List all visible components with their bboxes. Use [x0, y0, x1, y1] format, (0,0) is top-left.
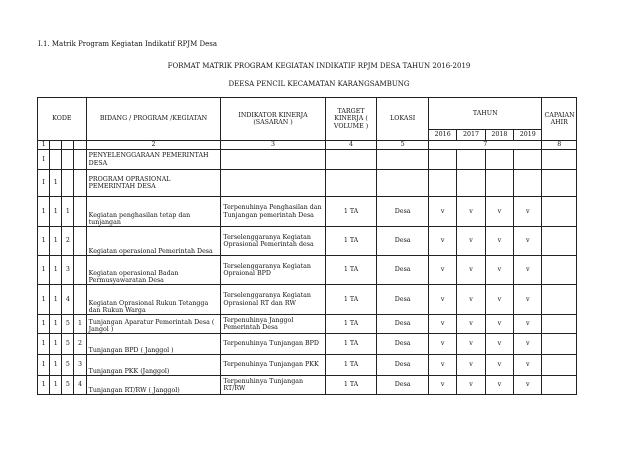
- lokasi-cell: Desa: [377, 355, 429, 376]
- year-check-cell: v: [514, 315, 542, 334]
- year-check-cell: v: [429, 334, 457, 355]
- kode-cell: I: [38, 150, 50, 170]
- lokasi-cell: Desa: [377, 285, 429, 315]
- capaian-cell: [542, 334, 577, 355]
- kode-cell: 1: [38, 197, 50, 227]
- year-check-cell: v: [429, 376, 457, 395]
- kode-cell: [50, 150, 62, 170]
- kode-cell: 5: [62, 376, 74, 395]
- table-row: [38, 227, 577, 256]
- lokasi-cell: Desa: [377, 315, 429, 334]
- table-row: [38, 355, 577, 376]
- lokasi-cell: Desa: [377, 227, 429, 256]
- lokasi-cell: [377, 150, 429, 170]
- bidang-cell: Tunjangan PKK (Janggol): [86, 355, 221, 376]
- bidang-cell: Kegiatan penghasilan tetap dan tunjangan: [86, 197, 221, 227]
- capaian-cell: [542, 170, 577, 197]
- year-check-cell: v: [485, 227, 513, 256]
- lokasi-cell: Desa: [377, 334, 429, 355]
- column-number-row: [38, 141, 577, 150]
- header-year: 2016: [429, 130, 457, 141]
- indikator-cell: [221, 150, 325, 170]
- header-tahun: TAHUN: [429, 98, 542, 130]
- kode-cell: [74, 256, 86, 285]
- bidang-cell: PROGRAM OPRASIONAL PEMERINTAH DESA: [86, 170, 221, 197]
- year-check-cell: v: [485, 355, 513, 376]
- bidang-cell: Tunjangan RT/RW ( Janggol): [86, 376, 221, 395]
- kode-cell: 1: [38, 256, 50, 285]
- year-check-cell: [485, 150, 513, 170]
- header-capaian: CAPAIAN AHIR: [542, 98, 577, 141]
- kode-cell: 1: [38, 315, 50, 334]
- indikator-cell: Terselenggaranya Kegiatan Opraional BPD: [221, 256, 325, 285]
- table-row: [38, 285, 577, 315]
- kode-cell: [62, 170, 74, 197]
- table-row: [38, 150, 577, 170]
- header-year: 2018: [485, 130, 513, 141]
- header-target: TARGET KINERJA ( VOLUME ): [325, 98, 377, 141]
- kode-cell: 1: [50, 227, 62, 256]
- year-check-cell: v: [485, 285, 513, 315]
- column-number: 7: [429, 141, 542, 150]
- kode-cell: [74, 150, 86, 170]
- indikator-cell: Terpenuhinya Janggol Pemerintah Desa: [221, 315, 325, 334]
- column-number: 4: [325, 141, 377, 150]
- year-check-cell: v: [457, 285, 485, 315]
- kode-cell: [74, 197, 86, 227]
- year-check-cell: [514, 170, 542, 197]
- document-subtitle: DEESA PENCIL KECAMATAN KARANGSAMBUNG: [228, 80, 410, 88]
- year-check-cell: [457, 170, 485, 197]
- table-row: [38, 256, 577, 285]
- program-matrix-table: [37, 97, 577, 395]
- year-check-cell: [485, 170, 513, 197]
- year-check-cell: v: [457, 334, 485, 355]
- document-title: FORMAT MATRIK PROGRAM KEGIATAN INDIKATIF RPJM DESA TAHUN 2016-2019: [167, 62, 471, 70]
- kode-cell: 1: [38, 334, 50, 355]
- kode-cell: 1: [50, 285, 62, 315]
- year-check-cell: v: [457, 227, 485, 256]
- indikator-cell: Terpenuhinya Tunjangan RT/RW: [221, 376, 325, 395]
- year-check-cell: v: [514, 285, 542, 315]
- kode-cell: 1: [50, 197, 62, 227]
- year-check-cell: v: [514, 197, 542, 227]
- capaian-cell: [542, 376, 577, 395]
- year-check-cell: v: [457, 197, 485, 227]
- target-cell: [325, 170, 377, 197]
- bidang-cell: PENYELENGGARAAN PEMERINTAH DESA: [86, 150, 221, 170]
- target-cell: 1 TA: [325, 334, 377, 355]
- kode-cell: 1: [50, 170, 62, 197]
- column-number: [74, 141, 86, 150]
- year-check-cell: v: [485, 197, 513, 227]
- table-row: [38, 197, 577, 227]
- target-cell: [325, 150, 377, 170]
- kode-cell: 1: [38, 285, 50, 315]
- header-bidang: BIDANG / PROGRAM /KEGIATAN: [86, 98, 221, 141]
- bidang-cell: Tunjangan Aparatur Pemerintah Desa ( Jangol ): [86, 315, 221, 334]
- year-check-cell: v: [514, 355, 542, 376]
- year-check-cell: [429, 170, 457, 197]
- kode-cell: 1: [38, 355, 50, 376]
- kode-cell: 3: [62, 256, 74, 285]
- column-number: 3: [221, 141, 325, 150]
- column-number: [62, 141, 74, 150]
- header-year: 2019: [514, 130, 542, 141]
- year-check-cell: [457, 150, 485, 170]
- year-check-cell: v: [457, 315, 485, 334]
- table-row: [38, 334, 577, 355]
- year-check-cell: v: [485, 256, 513, 285]
- bidang-cell: Kegiatan operasional Pemerintah Desa: [86, 227, 221, 256]
- bidang-cell: Tunjangan BPD ( Janggol ): [86, 334, 221, 355]
- year-check-cell: v: [429, 197, 457, 227]
- kode-cell: 5: [62, 355, 74, 376]
- kode-cell: 1: [38, 227, 50, 256]
- header-kode: KODE: [38, 98, 87, 141]
- year-check-cell: v: [429, 285, 457, 315]
- capaian-cell: [542, 150, 577, 170]
- kode-cell: 1: [50, 256, 62, 285]
- capaian-cell: [542, 227, 577, 256]
- target-cell: 1 TA: [325, 285, 377, 315]
- kode-cell: 5: [62, 334, 74, 355]
- target-cell: 1 TA: [325, 256, 377, 285]
- column-number: 8: [542, 141, 577, 150]
- indikator-cell: Terselenggaranya Kegiatan Oprasional RT dan RW: [221, 285, 325, 315]
- year-check-cell: [429, 150, 457, 170]
- year-check-cell: v: [514, 376, 542, 395]
- year-check-cell: v: [457, 376, 485, 395]
- kode-cell: 1: [74, 315, 86, 334]
- header-lokasi: LOKASI: [377, 98, 429, 141]
- year-check-cell: v: [429, 355, 457, 376]
- kode-cell: 4: [74, 376, 86, 395]
- capaian-cell: [542, 355, 577, 376]
- year-check-cell: [514, 150, 542, 170]
- header-row: [38, 98, 577, 130]
- target-cell: 1 TA: [325, 197, 377, 227]
- column-number: 1: [38, 141, 50, 150]
- bidang-cell: Kegiatan Oprasional Rukun Tetangga dan Rukun Warga: [86, 285, 221, 315]
- table-row: [38, 315, 577, 334]
- kode-cell: [74, 285, 86, 315]
- kode-cell: [74, 227, 86, 256]
- target-cell: 1 TA: [325, 355, 377, 376]
- target-cell: 1 TA: [325, 227, 377, 256]
- year-check-cell: v: [514, 334, 542, 355]
- capaian-cell: [542, 285, 577, 315]
- lokasi-cell: Desa: [377, 376, 429, 395]
- year-check-cell: v: [485, 376, 513, 395]
- kode-cell: 4: [62, 285, 74, 315]
- kode-cell: 1: [62, 197, 74, 227]
- lokasi-cell: Desa: [377, 256, 429, 285]
- lokasi-cell: [377, 170, 429, 197]
- capaian-cell: [542, 197, 577, 227]
- indikator-cell: Terselenggaranya Kegiatan Oprasional Pemerintah desa: [221, 227, 325, 256]
- year-check-cell: v: [457, 355, 485, 376]
- indikator-cell: Terpenuhinya Tunjangan PKK: [221, 355, 325, 376]
- year-check-cell: v: [457, 256, 485, 285]
- bidang-cell: Kegiatan operasional Badan Permusyawaratan Desa: [86, 256, 221, 285]
- kode-cell: 1: [50, 376, 62, 395]
- table-row: [38, 170, 577, 197]
- year-check-cell: v: [429, 256, 457, 285]
- table-row: [38, 376, 577, 395]
- year-check-cell: v: [429, 315, 457, 334]
- kode-cell: 3: [74, 355, 86, 376]
- year-check-cell: v: [485, 334, 513, 355]
- capaian-cell: [542, 315, 577, 334]
- kode-cell: 1: [50, 334, 62, 355]
- kode-cell: 2: [74, 334, 86, 355]
- indikator-cell: [221, 170, 325, 197]
- kode-cell: 1: [50, 355, 62, 376]
- kode-cell: 1: [50, 315, 62, 334]
- kode-cell: 2: [62, 227, 74, 256]
- header-indikator: INDIKATOR KINERJA (SASARAN ): [221, 98, 325, 141]
- column-number: [50, 141, 62, 150]
- kode-cell: 1: [38, 376, 50, 395]
- lokasi-cell: Desa: [377, 197, 429, 227]
- indikator-cell: Terpenuhinya Penghasilan dan Tunjangan pemerintah Desa: [221, 197, 325, 227]
- year-check-cell: v: [429, 227, 457, 256]
- kode-cell: 5: [62, 315, 74, 334]
- column-number: 5: [377, 141, 429, 150]
- section-caption: I.1. Matrik Program Kegiatan Indikatif RPJM Desa: [38, 40, 218, 48]
- header-year: 2017: [457, 130, 485, 141]
- year-check-cell: v: [514, 227, 542, 256]
- capaian-cell: [542, 256, 577, 285]
- target-cell: 1 TA: [325, 315, 377, 334]
- kode-cell: [62, 150, 74, 170]
- year-check-cell: v: [485, 315, 513, 334]
- target-cell: 1 TA: [325, 376, 377, 395]
- column-number: 2: [86, 141, 221, 150]
- year-check-cell: v: [514, 256, 542, 285]
- kode-cell: [74, 170, 86, 197]
- indikator-cell: Terpenuhinya Tunjangan BPD: [221, 334, 325, 355]
- kode-cell: I: [38, 170, 50, 197]
